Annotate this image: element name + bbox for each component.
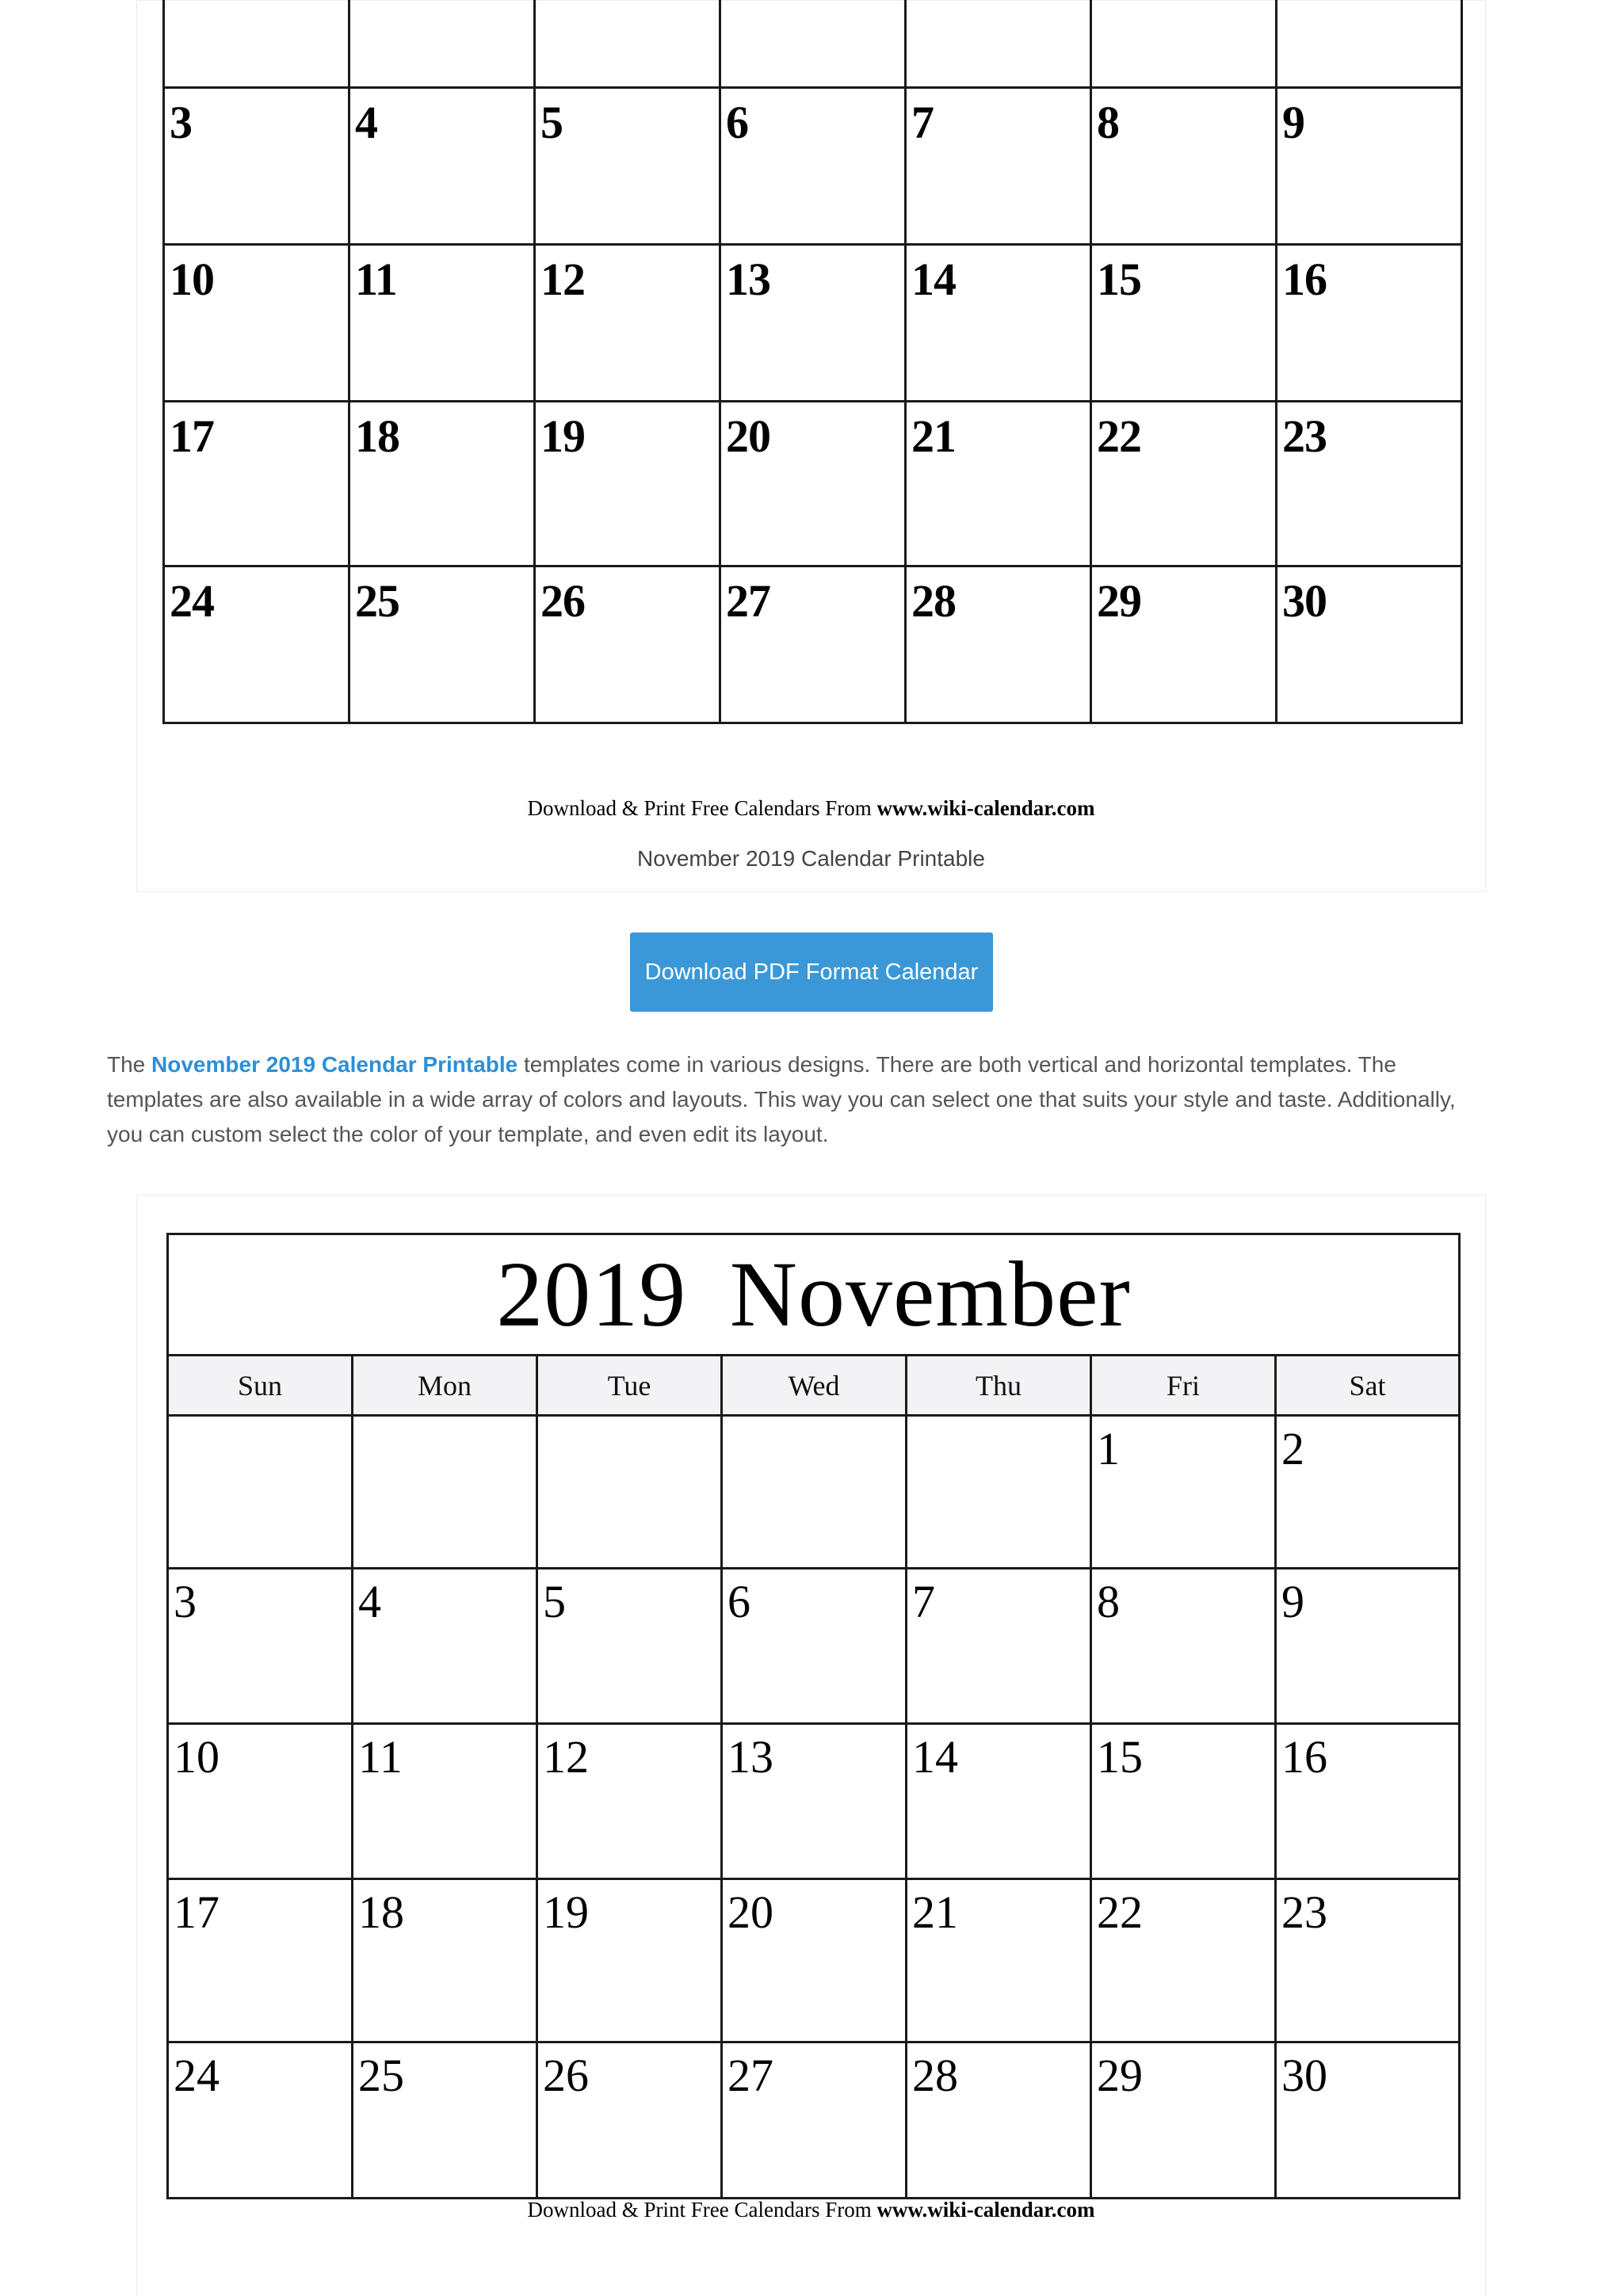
calendar-day-cell [906, 402, 1091, 566]
calendar-credit-bottom [137, 2198, 1485, 2222]
day-number: 19 [540, 410, 585, 462]
calendar-day-cell [1277, 245, 1462, 402]
day-number: 4 [355, 97, 377, 148]
day-number: 19 [543, 1886, 589, 1938]
day-number: 17 [174, 1886, 220, 1938]
calendar-day-cell [535, 245, 720, 402]
calendar-day-cell [537, 1724, 722, 1879]
calendar-day-cell [349, 88, 535, 245]
day-number: 24 [174, 2050, 220, 2101]
calendar-day-cell [1091, 402, 1277, 566]
calendar-week-row [164, 566, 1462, 723]
calendar-printable-link[interactable]: November 2019 Calendar Printable [151, 1052, 518, 1077]
weekday-header: Tue [537, 1356, 722, 1416]
calendar-week-row [164, 245, 1462, 402]
calendar-day-cell [164, 88, 349, 245]
calendar-day-cell [1091, 1416, 1276, 1569]
calendar-week-row [164, 402, 1462, 566]
calendar-day-cell [164, 566, 349, 723]
day-number [721, 0, 904, 8]
calendar-day-cell [722, 2042, 907, 2199]
day-number: 30 [1282, 575, 1327, 627]
calendar-day-cell [168, 2042, 353, 2199]
figure-caption: November 2019 Calendar Printable [637, 846, 985, 871]
day-number: 2 [1281, 1423, 1304, 1474]
day-number: 29 [1097, 575, 1141, 627]
calendar-day-cell [1276, 1569, 1460, 1724]
day-number: 28 [911, 575, 956, 627]
calendar-day-cell [907, 1416, 1091, 1569]
day-number: 7 [911, 97, 934, 148]
day-number [907, 0, 1090, 8]
day-number [723, 1417, 905, 1426]
calendar-title: 2019 November [168, 1234, 1460, 1356]
calendar-grid-bottom [166, 1233, 1461, 2199]
calendar-day-cell [720, 566, 906, 723]
day-number: 6 [727, 1576, 750, 1627]
calendar-day-cell [535, 0, 720, 88]
calendar-day-cell [720, 245, 906, 402]
day-number [1277, 0, 1461, 8]
day-number: 12 [543, 1731, 589, 1783]
calendar-day-cell [1276, 1416, 1460, 1569]
day-number: 21 [912, 1886, 958, 1938]
calendar-day-cell [353, 1879, 537, 2042]
day-number: 27 [727, 2050, 773, 2101]
calendar-day-cell [1091, 566, 1277, 723]
calendar-day-cell [907, 1879, 1091, 2042]
day-number: 3 [170, 97, 192, 148]
day-number: 13 [726, 254, 770, 305]
day-number: 8 [1097, 1576, 1120, 1627]
credit-prefix: Download & Print Free Calendars From [527, 2198, 877, 2222]
day-number: 18 [358, 1886, 404, 1938]
weekday-header: Sun [168, 1356, 353, 1416]
calendar-day-cell [1277, 566, 1462, 723]
calendar-day-cell [1091, 1724, 1276, 1879]
day-number: 28 [912, 2050, 958, 2101]
calendar-day-cell [537, 1416, 722, 1569]
day-number [1092, 0, 1275, 8]
day-number: 24 [170, 575, 214, 627]
calendar-day-cell [906, 245, 1091, 402]
calendar-day-cell [720, 402, 906, 566]
day-number [353, 1417, 536, 1426]
calendar-day-cell [906, 88, 1091, 245]
weekday-header: Sat [1276, 1356, 1460, 1416]
calendar-day-cell [164, 0, 349, 88]
calendar-day-cell [168, 1724, 353, 1879]
day-number: 17 [170, 410, 214, 462]
day-number: 1 [1097, 1423, 1120, 1474]
calendar-day-cell [907, 2042, 1091, 2199]
calendar-day-cell [1277, 0, 1462, 88]
weekday-header: Thu [907, 1356, 1091, 1416]
day-number [169, 1417, 351, 1426]
calendar-day-cell [535, 88, 720, 245]
day-number: 26 [540, 575, 585, 627]
day-number: 25 [358, 2050, 404, 2101]
day-number: 15 [1097, 1731, 1143, 1783]
day-number: 26 [543, 2050, 589, 2101]
day-number: 16 [1281, 1731, 1327, 1783]
day-number [538, 1417, 720, 1426]
calendar-day-cell [535, 566, 720, 723]
calendar-week-row [168, 1879, 1460, 2042]
day-number [165, 0, 348, 8]
calendar-day-cell [353, 1416, 537, 1569]
download-pdf-button[interactable]: Download PDF Format Calendar [630, 933, 993, 1012]
calendar-day-cell [1277, 88, 1462, 245]
calendar-day-cell [722, 1569, 907, 1724]
calendar-day-cell [353, 1569, 537, 1724]
day-number: 22 [1097, 410, 1141, 462]
day-number: 10 [170, 254, 214, 305]
calendar-day-cell [353, 2042, 537, 2199]
day-number [350, 0, 533, 8]
day-number: 20 [727, 1886, 773, 1938]
calendar-day-cell [722, 1724, 907, 1879]
calendar-week-row [164, 88, 1462, 245]
day-number: 25 [355, 575, 399, 627]
day-number: 5 [543, 1576, 566, 1627]
calendar-day-cell [168, 1416, 353, 1569]
credit-site: www.wiki-calendar.com [876, 796, 1095, 820]
calendar-day-cell [168, 1879, 353, 2042]
weekday-header: Mon [353, 1356, 537, 1416]
calendar-day-cell [907, 1724, 1091, 1879]
day-number: 10 [174, 1731, 220, 1783]
day-number: 13 [727, 1731, 773, 1783]
description-paragraph [107, 1047, 1486, 1152]
paragraph-lead: The [107, 1052, 152, 1077]
calendar-week-row [168, 1569, 1460, 1724]
day-number [536, 0, 719, 8]
calendar-day-cell [349, 0, 535, 88]
calendar-day-cell [722, 1416, 907, 1569]
calendar-day-cell [722, 1879, 907, 2042]
day-number: 27 [726, 575, 770, 627]
day-number: 23 [1281, 1886, 1327, 1938]
day-number: 20 [726, 410, 770, 462]
calendar-day-cell [164, 245, 349, 402]
day-number: 18 [355, 410, 399, 462]
calendar-day-cell [1091, 2042, 1276, 2199]
day-number: 14 [911, 254, 956, 305]
calendar-day-cell [353, 1724, 537, 1879]
day-number: 16 [1282, 254, 1327, 305]
day-number: 4 [358, 1576, 381, 1627]
calendar-day-cell [537, 1879, 722, 2042]
calendar-day-cell [1276, 2042, 1460, 2199]
calendar-day-cell [1276, 1879, 1460, 2042]
weekday-header: Wed [722, 1356, 907, 1416]
calendar-figure-top [136, 0, 1486, 892]
calendar-day-cell [907, 1569, 1091, 1724]
calendar-day-cell [1276, 1724, 1460, 1879]
calendar-day-cell [349, 566, 535, 723]
day-number: 8 [1097, 97, 1119, 148]
day-number: 9 [1282, 97, 1304, 148]
calendar-day-cell [1091, 1569, 1276, 1724]
calendar-day-cell [1091, 245, 1277, 402]
calendar-day-cell [537, 1569, 722, 1724]
calendar-day-cell [349, 245, 535, 402]
day-number: 30 [1281, 2050, 1327, 2101]
day-number [907, 1417, 1090, 1426]
calendar-day-cell [535, 402, 720, 566]
calendar-day-cell [906, 0, 1091, 88]
calendar-credit-top [137, 796, 1485, 821]
day-number: 15 [1097, 254, 1141, 305]
calendar-day-cell [906, 566, 1091, 723]
calendar-day-cell [1091, 88, 1277, 245]
day-number: 11 [355, 254, 397, 305]
calendar-day-cell [1091, 0, 1277, 88]
credit-prefix: Download & Print Free Calendars From [527, 796, 877, 820]
calendar-day-cell [349, 402, 535, 566]
day-number: 12 [540, 254, 585, 305]
calendar-figure-bottom [136, 1195, 1486, 2296]
day-number: 3 [174, 1576, 197, 1627]
calendar-day-cell [164, 402, 349, 566]
calendar-week-row [168, 1416, 1460, 1569]
weekday-header: Fri [1091, 1356, 1276, 1416]
day-number: 6 [726, 97, 748, 148]
calendar-week-row [164, 0, 1462, 88]
calendar-day-cell [537, 2042, 722, 2199]
day-number: 14 [912, 1731, 958, 1783]
day-number: 11 [358, 1731, 403, 1783]
calendar-day-cell [720, 0, 906, 88]
calendar-week-row [168, 2042, 1460, 2199]
calendar-day-cell [1277, 402, 1462, 566]
day-number: 9 [1281, 1576, 1304, 1627]
credit-site: www.wiki-calendar.com [876, 2198, 1095, 2222]
day-number: 23 [1282, 410, 1327, 462]
paragraph-body: templates come in various designs. There are both vertical and horizontal templates. The templates are also available in a wide array of colors and layouts. This way you can select one that suits your style and taste. Additionally, you can custom select the color of your template, and even edit its layout. [107, 1052, 1456, 1146]
day-number: 22 [1097, 1886, 1143, 1938]
day-number: 29 [1097, 2050, 1143, 2101]
day-number: 7 [912, 1576, 935, 1627]
calendar-day-cell [168, 1569, 353, 1724]
day-number: 5 [540, 97, 563, 148]
calendar-day-cell [1091, 1879, 1276, 2042]
calendar-day-cell [720, 88, 906, 245]
day-number: 21 [911, 410, 956, 462]
calendar-week-row [168, 1724, 1460, 1879]
calendar-grid-top [162, 0, 1463, 724]
